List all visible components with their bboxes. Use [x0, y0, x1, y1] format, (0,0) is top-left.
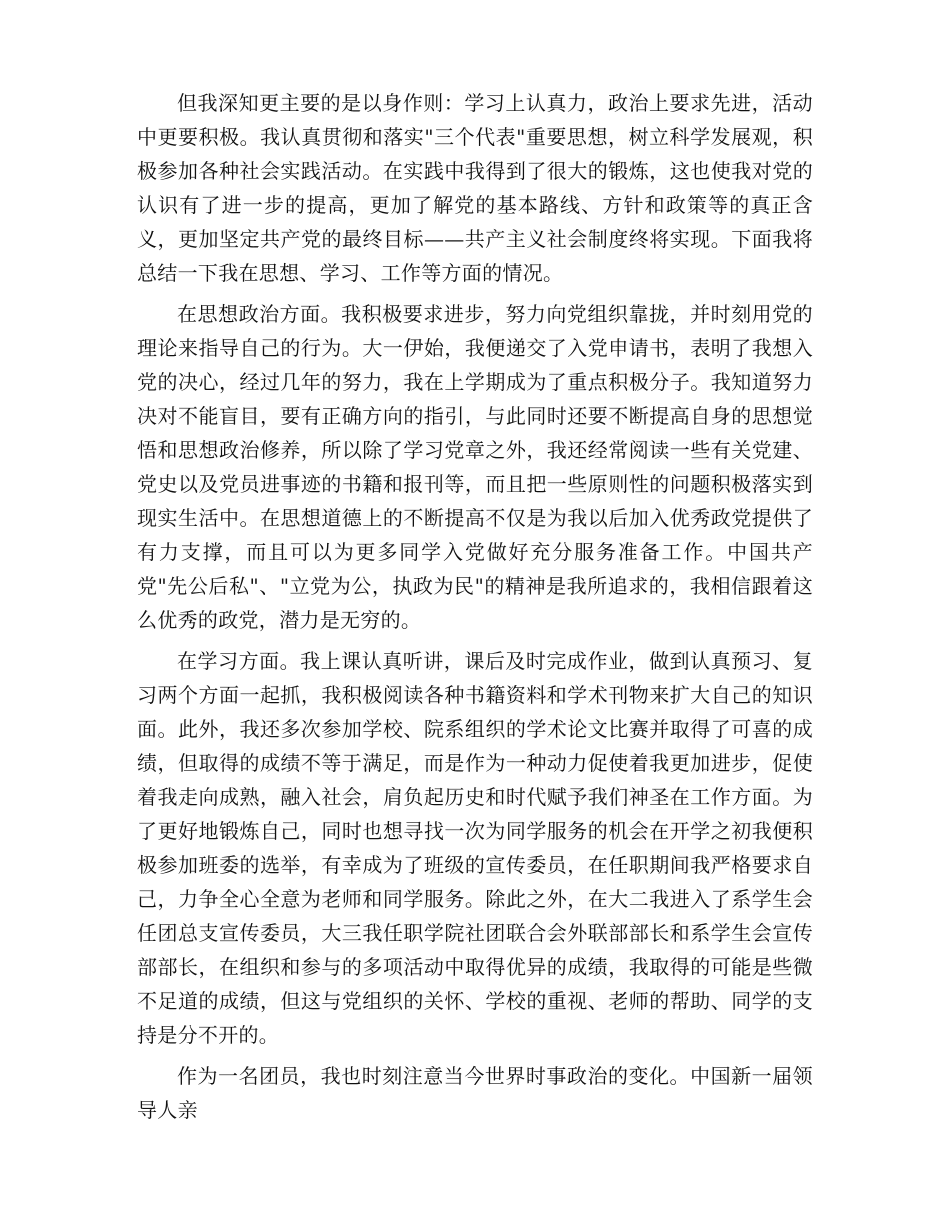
paragraph-study-work: 在学习方面。我上课认真听讲，课后及时完成作业，做到认真预习、复习两个方面一起抓，我积极阅读各种书籍资料和学术刊物来扩大自己的知识面。此外，我还多次参加学校、院系组织的学术论文比赛并取得了可喜的成绩，但取得的成绩不等于满足，而是作为一种动力促使着我更加进步，促使着我走向成熟，融入社会，肩负起历史和时代赋予我们神圣在工作方面。为了更好地锻炼自己，同时也想寻找一次为同学服务的机会在开学之初我便积极参加班委的选举，有幸成为了班级的宣传委员，在任职期间我严格要求自己，力争全心全意为老师和同学服务。除此之外，在大二我进入了系学生会任团总支宣传委员，大三我任职学院社团联合会外联部部长和系学生会宣传部部长，在组织和参与的多项活动中取得优异的成绩，我取得的可能是些微不足道的成绩，但这与党组织的关怀、学校的重视、老师的帮助、同学的支持是分不开的。 [137, 649, 813, 1047]
paragraph-ideology: 在思想政治方面。我积极要求进步，努力向党组织靠拢，并时刻用党的理论来指导自己的行为。大一伊始，我便递交了入党申请书，表明了我想入党的决心，经过几年的努力，我在上学期成为了重点积极分子。我知道努力决对不能盲目，要有正确方向的指引，与此同时还要不断提高自身的思想觉悟和思想政治修养，所以除了学习党章之外，我还经常阅读一些有关党建、党史以及党员进事迹的书籍和报刊等，而且把一些原则性的问题积极落实到现实生活中。在思想道德上的不断提高不仅是为我以后加入优秀政党提供了有力支撑，而且可以为更多同学入党做好充分服务准备工作。中国共产党"先公后私"、"立党为公，执政为民"的精神是我所追求的，我相信跟着这么优秀的政党，潜力是无穷的。 [137, 302, 813, 632]
paragraph-intro: 但我深知更主要的是以身作则：学习上认真力，政治上要求先进，活动中更要积极。我认真贯彻和落实"三个代表"重要思想，树立科学发展观，积极参加各种社会实践活动。在实践中我得到了很大的锻炼，这也使我对党的认识有了进一步的提高，更加了解党的基本路线、方针和政策等的真正含义，更加坚定共产党的最终目标——共产主义社会制度终将实现。下面我将总结一下我在思想、学习、工作等方面的情况。 [137, 91, 813, 285]
paragraph-current-affairs: 作为一名团员，我也时刻注意当今世界时事政治的变化。中国新一届领导人亲 [137, 1064, 813, 1122]
document-body [137, 86, 813, 1134]
